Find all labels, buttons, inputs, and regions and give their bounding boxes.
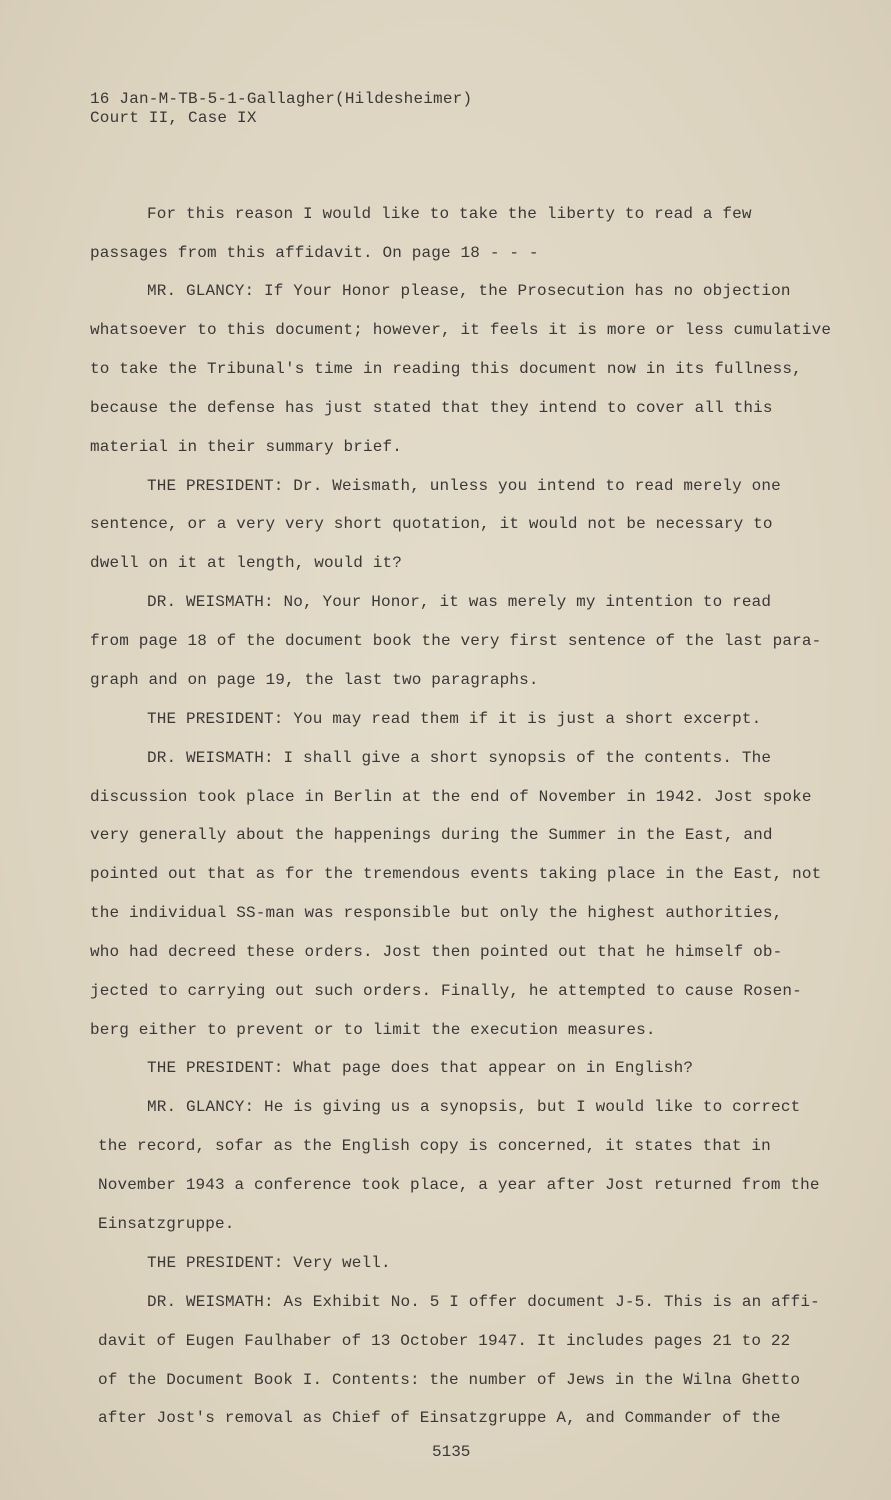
- transcript-line: DR. WEISMATH: As Exhibit No. 5 I offer document J-5. This is an affi-: [147, 1293, 820, 1311]
- transcript-line: THE PRESIDENT: You may read them if it is just a short excerpt.: [147, 710, 762, 728]
- transcript-line: of the Document Book I. Contents: the number of Jews in the Wilna Ghetto: [98, 1371, 801, 1389]
- transcript-line: discussion took place in Berlin at the end of November in 1942. Jost spoke: [90, 788, 812, 806]
- transcript-line: THE PRESIDENT: What page does that appear on in English?: [147, 1059, 694, 1077]
- header-reference: 16 Jan-M-TB-5-1-Gallagher(Hildesheimer): [90, 90, 473, 108]
- transcript-line: passages from this affidavit. On page 18 - - -: [90, 244, 539, 262]
- transcript-line: pointed out that as for the tremendous events taking place in the East, not: [90, 865, 822, 883]
- transcript-line: whatsoever to this document; however, it feels it is more or less cumulative: [90, 321, 832, 339]
- header-court-case: Court II, Case IX: [90, 109, 257, 127]
- transcript-line: THE PRESIDENT: Dr. Weismath, unless you intend to read merely one: [147, 477, 781, 495]
- transcript-line: MR. GLANCY: If Your Honor please, the Prosecution has no objection: [147, 282, 791, 300]
- transcript-line: the individual SS-man was responsible but only the highest authorities,: [90, 904, 783, 922]
- transcript-line: the record, sofar as the English copy is concerned, it states that in: [98, 1137, 771, 1155]
- transcript-line: very generally about the happenings during the Summer in the East, and: [90, 826, 773, 844]
- transcript-line: because the defense has just stated that they intend to cover all this: [90, 399, 773, 417]
- transcript-line: after Jost's removal as Chief of Einsatzgruppe A, and Commander of the: [98, 1409, 781, 1427]
- transcript-line: material in their summary brief.: [90, 438, 403, 456]
- transcript-line: DR. WEISMATH: No, Your Honor, it was merely my intention to read: [147, 593, 772, 611]
- transcript-line: graph and on page 19, the last two paragraphs.: [90, 671, 539, 689]
- transcript-line: Einsatzgruppe.: [98, 1215, 235, 1233]
- page-number: 5135: [432, 1443, 471, 1461]
- transcript-line: davit of Eugen Faulhaber of 13 October 1947. It includes pages 21 to 22: [98, 1332, 791, 1350]
- transcript-line: November 1943 a conference took place, a year after Jost returned from the: [98, 1176, 820, 1194]
- transcript-line: jected to carrying out such orders. Finally, he attempted to cause Rosen-: [90, 982, 802, 1000]
- transcript-line: berg either to prevent or to limit the execution measures.: [90, 1021, 656, 1039]
- transcript-line: who had decreed these orders. Jost then pointed out that he himself ob-: [90, 943, 783, 961]
- document-header: [90, 90, 472, 128]
- transcript-line: MR. GLANCY: He is giving us a synopsis, but I would like to correct: [147, 1098, 801, 1116]
- transcript-line: to take the Tribunal's time in reading this document now in its fullness,: [90, 360, 802, 378]
- transcript-line: from page 18 of the document book the very first sentence of the last para-: [90, 632, 822, 650]
- transcript-line: For this reason I would like to take the liberty to read a few: [147, 205, 752, 223]
- transcript-line: THE PRESIDENT: Very well.: [147, 1254, 391, 1272]
- transcript-line: DR. WEISMATH: I shall give a short synopsis of the contents. The: [147, 749, 772, 767]
- transcript-line: sentence, or a very very short quotation, it would not be necessary to: [90, 515, 773, 533]
- transcript-line: dwell on it at length, would it?: [90, 554, 403, 572]
